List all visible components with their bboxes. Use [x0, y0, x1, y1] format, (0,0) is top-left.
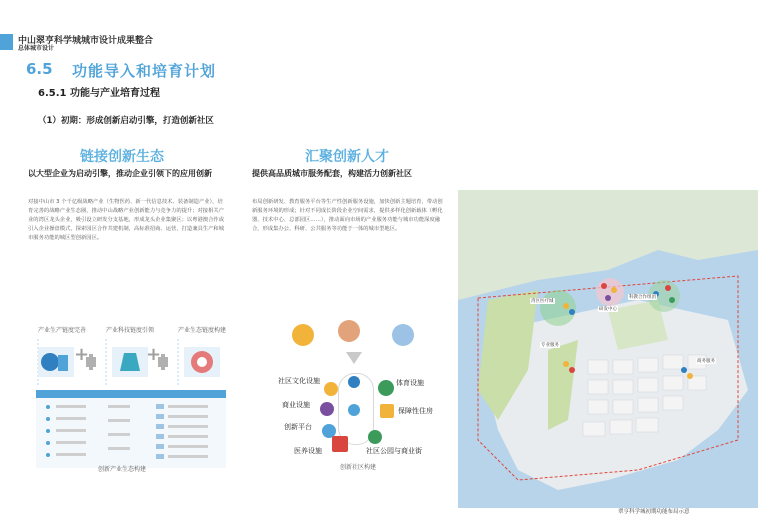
land-use-map: [458, 190, 758, 508]
subsection-title: 6.5.1 功能与产业培育过程: [38, 88, 160, 99]
map-label-rnd: 研发中心: [599, 307, 617, 312]
eco-label-3: 产业生态链度构建: [178, 327, 227, 334]
park-icon: [368, 430, 382, 444]
header-accent-bar: [0, 34, 13, 50]
left-body: 对接中山市 3 个千亿级战略产业（生物医药、新一代信息技术、装备制造产业），培育完善的战略产业生态圈，推动中山战略产业创新能力与竞争力的提升；对接相关产业的湾区龙头企业，吸引设立研发分支基地，形成龙头企业集聚区；以粤港澳合作或引入企业操盘模式，探索园区合作共建机制，高标准招商、运营，打造兼具生产和城市服务功能的城区型创新园区。: [28, 199, 224, 241]
community-item-commerce: 商业设施: [282, 401, 310, 409]
community-item-park: 社区公园与商业街: [366, 447, 422, 455]
section-title: 功能导入和培育计划: [72, 62, 217, 80]
community-caption: 创新社区构建: [340, 464, 377, 471]
scientist-icon: [392, 324, 414, 346]
eco-label-2: 产业科技链度引领: [106, 327, 155, 334]
community-item-housing: 保障性住房: [398, 407, 433, 415]
map-caption: 翠亨科学城初期功能布局示意: [618, 509, 690, 515]
map-label-medical-city: 湾区医疗城: [531, 299, 554, 304]
housing-icon: [380, 404, 394, 418]
community-item-culture: 社区文化设施: [278, 377, 320, 385]
medical-icon: [332, 436, 348, 452]
left-lead: 以大型企业为启动引擎，推动企业引领下的应用创新: [28, 169, 212, 178]
map-label-professional: 专业服务: [541, 343, 559, 348]
map-label-education: 科教合作组团: [629, 295, 656, 300]
community-item-sports: 体育设施: [396, 379, 424, 387]
info-icon: [348, 376, 360, 388]
arrow-down-icon: [346, 352, 362, 364]
map-graphic: [458, 190, 758, 508]
transit-icon: [348, 404, 360, 416]
ecosystem-caption: 创新产业生态构建: [98, 466, 147, 473]
shopping-icon: [320, 402, 334, 416]
plus-icon: +: [74, 344, 90, 365]
community-diagram: [268, 318, 448, 463]
header-title: 中山翠亨科学城城市设计成果整合: [18, 36, 154, 46]
community-item-medical: 医养设施: [294, 447, 322, 455]
sports-icon: [378, 380, 394, 396]
culture-icon: [324, 382, 338, 396]
stage-title: （1）初期：形成创新启动引擎，打造创新社区: [38, 116, 214, 126]
left-heading: 链接创新生态: [80, 149, 164, 165]
ecosystem-diagram: [28, 325, 240, 473]
eco-label-1: 产业生产链度完善: [38, 327, 87, 334]
plus-icon: +: [146, 344, 162, 365]
header-subtitle: 总体城市设计: [18, 45, 55, 52]
right-heading: 汇聚创新人才: [305, 149, 389, 165]
right-body: 布局创新研发、教育服务平台等生产性创新服务设施，加快创新主题培育，带动创新服务环境的形成；针对不同成长阶段企业空间需求，提供多样化创新载体（孵化器、技术中心、总部园区……），推动面向市场的产业服务功能与城市功能深度融合，形成集办公、科研、公共服务等功能于一体的城市型地区。: [252, 199, 443, 232]
businessman-icon: [338, 320, 360, 342]
map-label-business: 商务服务: [697, 359, 715, 364]
right-lead: 提供高品质城市服务配套，构建活力创新社区: [252, 169, 412, 178]
community-item-innovation: 创新平台: [284, 423, 312, 431]
worker-icon: [292, 324, 314, 346]
ecosystem-graphic: [28, 335, 240, 473]
section-number: 6.5: [26, 60, 53, 78]
